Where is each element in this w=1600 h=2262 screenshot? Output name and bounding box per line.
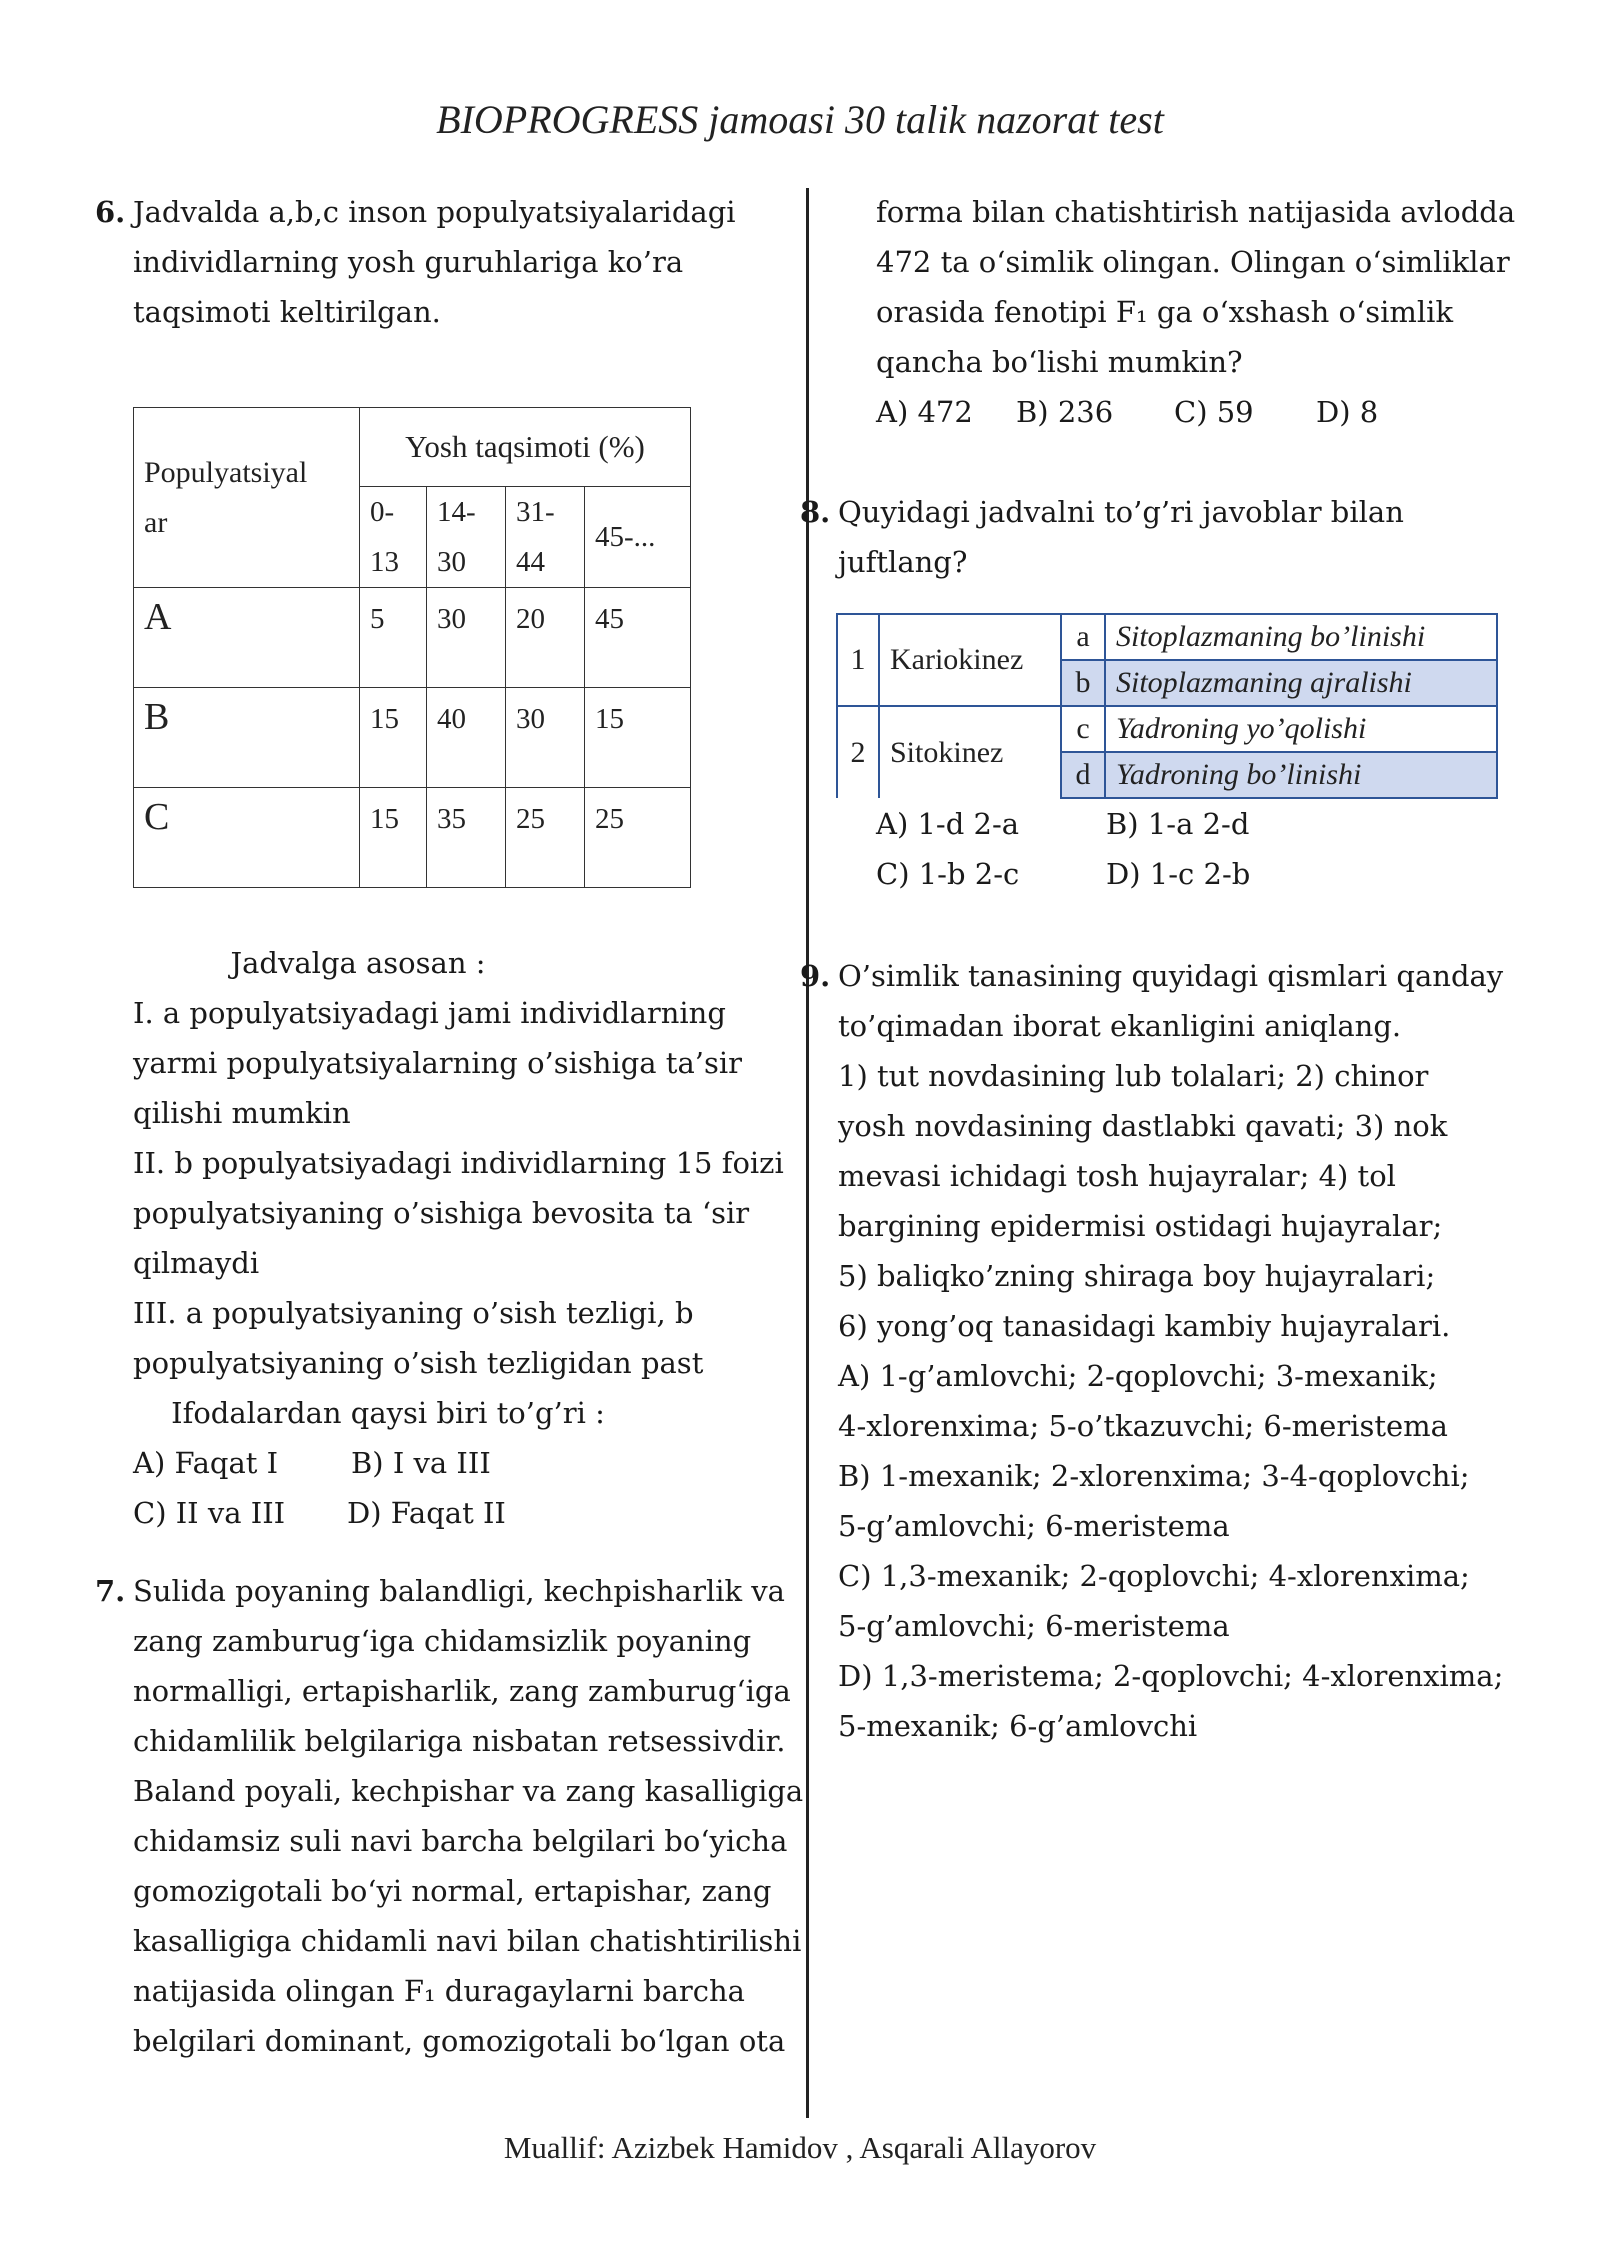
answer-option[interactable]: B) 1-mexanik; 2-xlorenxima; 3-4-qoplovchi;	[838, 1459, 1470, 1493]
answer-option[interactable]: B) I va III	[351, 1446, 491, 1480]
question-text-line: Quyidagi jadvalni to’g’ri javoblar bilan	[838, 495, 1404, 529]
table-cell: 45	[585, 588, 691, 688]
age-group-cell: 31-44	[506, 487, 585, 588]
question-text-line: 472 ta o‘simlik olingan. Olingan o‘simliklar	[876, 245, 1510, 279]
page-footer: Muallif: Azizbek Hamidov , Asqarali Allayorov	[503, 2130, 1097, 2165]
options-row	[133, 1488, 795, 1538]
population-header-line: ar	[144, 505, 168, 539]
prompt-text: Ifodalardan qaysi biri to’g’ri :	[171, 1396, 605, 1430]
question-8-options	[838, 799, 1538, 899]
question-text-line: orasida fenotipi F₁ ga o‘xshash o‘simlik	[876, 295, 1454, 329]
question-text-line: Baland poyali, kechpishar va zang kasalligiga	[133, 1774, 804, 1808]
question-text-line: kasalligiga chidamli navi bilan chatishtirilishi	[133, 1924, 802, 1958]
question-number: 7.	[95, 1574, 126, 1608]
question-8	[800, 487, 1538, 587]
options-row	[876, 799, 1538, 849]
question-text-line: Jadvalda a,b,c inson populyatsiyalaridagi	[133, 195, 736, 229]
table-cell: 20	[506, 588, 585, 688]
statement-line: populyatsiyaning o’sishiga bevosita ta ‘sir	[133, 1196, 750, 1230]
question-text-line: chidamlilik belgilariga nisbatan retsessivdir.	[133, 1724, 786, 1758]
options-row	[876, 849, 1538, 899]
question-6-statements	[95, 938, 795, 1538]
table-cell: 15	[360, 688, 427, 788]
question-text-line: 1) tut novdasining lub tolalari; 2) chinor	[838, 1059, 1429, 1093]
age-group-cell: 0-13	[360, 487, 427, 588]
question-text-line: 5) baliqko’zning shiraga boy hujayralari;	[838, 1259, 1436, 1293]
question-9	[800, 951, 1538, 1751]
question-number: 8.	[800, 495, 831, 529]
table-row	[134, 588, 691, 688]
table-cell: 25	[585, 788, 691, 888]
answer-option[interactable]: C) 59	[1174, 395, 1254, 429]
answer-option-continued: 5-g’amlovchi; 6-meristema	[838, 1509, 1230, 1543]
answer-option-continued: 5-mexanik; 6-g’amlovchi	[838, 1709, 1198, 1743]
left-column	[95, 187, 804, 2066]
question-text-line: juftlang?	[838, 545, 968, 579]
question-text-line: mevasi ichidagi tosh hujayralar; 4) tol	[838, 1159, 1396, 1193]
question-text-line: 6) yong’oq tanasidagi kambiy hujayralari.	[838, 1309, 1451, 1343]
row-label: C	[134, 788, 360, 888]
answer-option[interactable]: B) 236	[1016, 395, 1114, 429]
basis-text: Jadvalga asosan :	[230, 946, 486, 980]
answer-option[interactable]: A) 1-g’amlovchi; 2-qoplovchi; 3-mexanik;	[838, 1359, 1438, 1393]
statement-line: yarmi populyatsiyalarning o’sishiga ta’sir	[133, 1046, 742, 1080]
table-cell: 35	[427, 788, 506, 888]
population-header-cell	[134, 408, 360, 588]
table-row	[837, 706, 1497, 752]
question-6	[95, 187, 795, 337]
question-text-line: yosh novdasining dastlabki qavati; 3) nok	[838, 1109, 1448, 1143]
answer-option[interactable]: A) 472	[876, 395, 973, 429]
question-text-line: to’qimadan iborat ekanligini aniqlang.	[838, 1009, 1402, 1043]
term-cell: Sitokinez	[879, 706, 1061, 798]
age-group-cell: 14-30	[427, 487, 506, 588]
answer-option-continued: 4-xlorenxima; 5-o’tkazuvchi; 6-meristema	[838, 1409, 1448, 1443]
question-text-line: qancha bo‘lishi mumkin?	[876, 345, 1243, 379]
answer-option-continued: 5-g’amlovchi; 6-meristema	[838, 1609, 1230, 1643]
table-row	[134, 788, 691, 888]
letter-cell: d	[1061, 752, 1105, 798]
question-number: 6.	[95, 195, 126, 229]
table-cell: 30	[427, 588, 506, 688]
age-distribution-table	[133, 407, 691, 888]
answer-option[interactable]: A) Faqat I	[133, 1446, 279, 1480]
table-cell: 15	[585, 688, 691, 788]
table-cell: 5	[360, 588, 427, 688]
question-7-continued	[838, 187, 1538, 437]
definition-cell: Yadroning bo’linishi	[1105, 752, 1497, 798]
right-column	[800, 187, 1538, 1751]
row-label: B	[134, 688, 360, 788]
question-text-line: bargining epidermisi ostidagi hujayralar;	[838, 1209, 1443, 1243]
question-text-line: zang zamburug‘iga chidamsizlik poyaning	[133, 1624, 752, 1658]
letter-cell: a	[1061, 614, 1105, 660]
question-text-line: belgilari dominant, gomozigotali bo‘lgan ota	[133, 2024, 786, 2058]
question-text-line: individlarning yosh guruhlariga ko’ra	[133, 245, 684, 279]
answer-option[interactable]: D) 1-c 2-b	[1106, 857, 1251, 891]
question-text-line: forma bilan chatishtirish natijasida avlodda	[876, 195, 1516, 229]
statement-line: qilmaydi	[133, 1246, 260, 1280]
statement-line: populyatsiyaning o’sish tezligidan past	[133, 1346, 704, 1380]
answer-option[interactable]: A) 1-d 2-a	[876, 807, 1020, 841]
question-text-line: taqsimoti keltirilgan.	[133, 295, 441, 329]
row-number: 2	[837, 706, 879, 798]
row-label: A	[134, 588, 360, 688]
definition-cell: Yadroning yo’qolishi	[1105, 706, 1497, 752]
answer-option[interactable]: C) II va III	[133, 1496, 286, 1530]
table-row	[134, 688, 691, 788]
question-text-line: Sulida poyaning balandligi, kechpisharlik va	[133, 1574, 785, 1608]
letter-cell: b	[1061, 660, 1105, 706]
answer-option[interactable]: D) Faqat II	[347, 1496, 506, 1530]
question-text-line: O’simlik tanasining quyidagi qismlari qanday	[838, 959, 1504, 993]
question-text-line: normalligi, ertapisharlik, zang zamburug‘iga	[133, 1674, 791, 1708]
question-text-line: gomozigotali bo‘yi normal, ertapishar, zang	[133, 1874, 772, 1908]
definition-cell: Sitoplazmaning ajralishi	[1105, 660, 1497, 706]
page-header: BIOPROGRESS jamoasi 30 talik nazorat test	[436, 97, 1164, 142]
answer-option[interactable]: B) 1-a 2-d	[1106, 807, 1250, 841]
answer-option[interactable]: C) 1-b 2-c	[876, 857, 1020, 891]
statement-line: III. a populyatsiyaning o’sish tezligi, b	[133, 1296, 694, 1330]
question-text-line: chidamsiz suli navi barcha belgilari bo‘yicha	[133, 1824, 788, 1858]
term-cell: Kariokinez	[879, 614, 1061, 706]
population-header-line: Populyatsiyal	[144, 455, 308, 489]
question-text-line: natijasida olingan F₁ duragaylarni barcha	[133, 1974, 745, 2008]
table-cell: 15	[360, 788, 427, 888]
statement-line: I. a populyatsiyadagi jami individlarning	[133, 996, 726, 1030]
table-cell: 30	[506, 688, 585, 788]
letter-cell: c	[1061, 706, 1105, 752]
age-header-cell: Yosh taqsimoti (%)	[360, 408, 691, 487]
table-row	[837, 614, 1497, 660]
question-7	[95, 1566, 804, 2066]
age-group-cell: 45-...	[585, 487, 691, 588]
statement-line: II. b populyatsiyadagi individlarning 15 foizi	[133, 1146, 784, 1180]
table-cell: 25	[506, 788, 585, 888]
answer-option[interactable]: D) 8	[1316, 395, 1379, 429]
row-number: 1	[837, 614, 879, 706]
question-number: 9.	[800, 959, 831, 993]
matching-table	[836, 613, 1498, 799]
options-row	[133, 1438, 795, 1488]
table-cell: 40	[427, 688, 506, 788]
options-row	[876, 387, 1538, 437]
answer-option[interactable]: C) 1,3-mexanik; 2-qoplovchi; 4-xlorenxima;	[838, 1559, 1470, 1593]
answer-option[interactable]: D) 1,3-meristema; 2-qoplovchi; 4-xlorenxima;	[838, 1659, 1504, 1693]
definition-cell: Sitoplazmaning bo’linishi	[1105, 614, 1497, 660]
statement-line: qilishi mumkin	[133, 1096, 351, 1130]
